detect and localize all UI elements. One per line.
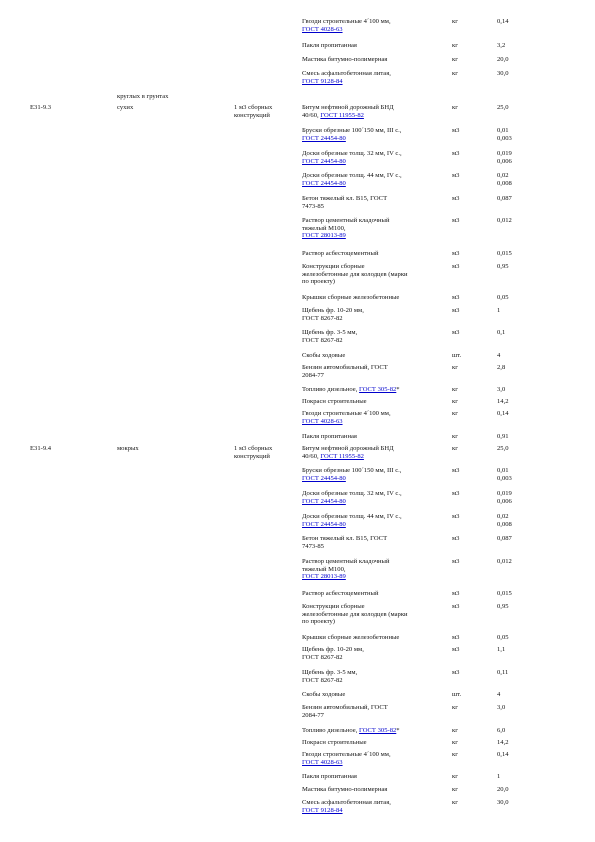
material-name: ГОСТ 8267-82: [302, 653, 343, 661]
material-name: Раствор цементный кладочный: [302, 217, 390, 224]
material-value: 0,02: [497, 172, 509, 179]
material-unit: кг: [452, 42, 458, 49]
material-name: Бруски обрезные 100´150 мм, III с.,: [302, 127, 402, 134]
material-unit: м3: [452, 669, 460, 676]
material-name: ГОСТ 8267-82: [302, 336, 343, 344]
material-name: 40/60,: [302, 111, 321, 119]
material-name: Щебень фр. 3-5 мм,: [302, 669, 358, 676]
material-unit: кг: [452, 56, 458, 63]
material-unit: кг: [452, 104, 458, 111]
material-value: 3,0: [497, 704, 506, 711]
material-name: Пакля пропитанная: [302, 433, 357, 440]
material-value: 0,019: [497, 490, 512, 497]
material-value: 0,14: [497, 410, 509, 417]
material-value: 14,2: [497, 398, 509, 405]
material-value: 4: [497, 352, 501, 359]
material-name: Крышки сборные железобетонные: [302, 634, 400, 641]
material-unit: м3: [452, 490, 460, 497]
material-name: Покрасн строительные: [302, 739, 367, 746]
condition-text: сухих: [117, 104, 134, 111]
material-value: 3,2: [497, 42, 506, 49]
material-value: 4: [497, 691, 501, 698]
material-name: Бензин автомобильный, ГОСТ: [302, 364, 388, 371]
gost-link[interactable]: ГОСТ 4028-63: [302, 758, 343, 766]
material-unit: кг: [452, 799, 458, 806]
material-name: 7473-85: [302, 202, 324, 210]
material-unit: м3: [452, 513, 460, 520]
material-unit: кг: [452, 398, 458, 405]
material-unit: м3: [452, 263, 460, 270]
material-name: Доски обрезные толщ. 44 мм, IV с.,: [302, 172, 402, 179]
material-unit: м3: [452, 217, 460, 224]
material-value: 30,0: [497, 799, 509, 806]
material-name: Покрасн строительные: [302, 398, 367, 405]
material-name: Битум нефтяной дорожный БНД: [302, 445, 394, 452]
material-value: 0,012: [497, 217, 512, 224]
norm-code: Е31-9.4: [30, 445, 52, 452]
material-unit: м3: [452, 250, 460, 257]
material-name: тяжелый М100,: [302, 224, 346, 232]
material-value: 0,14: [497, 18, 509, 25]
material-value: 14,2: [497, 739, 509, 746]
material-name: Крышки сборные железобетонные: [302, 294, 400, 301]
gost-link[interactable]: ГОСТ 24454-80: [302, 134, 346, 142]
material-value: 0,008: [497, 520, 512, 528]
material-value: 0,05: [497, 294, 509, 301]
material-value: 0,1: [497, 329, 506, 336]
norm-code: Е31-9.3: [30, 104, 52, 111]
material-unit: кг: [452, 786, 458, 793]
material-name: Скобы ходовые: [302, 352, 346, 359]
material-unit: м3: [452, 603, 460, 610]
material-unit: м3: [452, 535, 460, 542]
material-value: 0,087: [497, 535, 512, 542]
gost-link[interactable]: ГОСТ 305-82: [359, 727, 397, 734]
material-name: Гвозди строительные 4´100 мм,: [302, 751, 391, 758]
material-value: 25,0: [497, 445, 509, 452]
gost-link[interactable]: ГОСТ 24454-80: [302, 157, 346, 165]
gost-link[interactable]: ГОСТ 24454-80: [302, 520, 346, 528]
material-unit: кг: [452, 386, 458, 393]
material-name: Мастика битумно-полимерная: [302, 786, 388, 793]
material-name: железобетонные для колодцев (марки: [302, 270, 408, 278]
material-name: Топливо дизельное,: [302, 727, 360, 734]
material-value: 1: [497, 307, 501, 314]
gost-link[interactable]: ГОСТ 9128-84: [302, 806, 343, 814]
material-value: 0,14: [497, 751, 509, 758]
material-value: 0,003: [497, 134, 512, 142]
material-value: 0,015: [497, 590, 512, 597]
material-unit: м3: [452, 307, 460, 314]
material-value: 0,019: [497, 150, 512, 157]
material-value: 2,8: [497, 364, 506, 371]
material-name: Мастика битумно-полимерная: [302, 56, 388, 63]
material-value: 0,95: [497, 263, 509, 270]
material-name: тяжелый М100,: [302, 565, 346, 573]
material-name: Гвозди строительные 4´100 мм,: [302, 410, 391, 417]
material-unit: м3: [452, 467, 460, 474]
material-unit: кг: [452, 751, 458, 758]
material-value: 0,015: [497, 250, 512, 257]
material-unit: кг: [452, 445, 458, 452]
material-name: Доски обрезные толщ. 44 мм, IV с.,: [302, 513, 402, 520]
material-name: Пакля пропитанная: [302, 773, 357, 780]
material-name: Скобы ходовые: [302, 691, 346, 698]
material-value: 0,003: [497, 474, 512, 482]
material-value: 1,1: [497, 646, 506, 653]
material-name: ГОСТ 8267-82: [302, 676, 343, 684]
footnote-mark: *: [396, 386, 400, 393]
unit-line: 1 м3 сборных: [234, 445, 273, 452]
unit-line: конструкций: [234, 111, 270, 119]
material-value: 20,0: [497, 56, 509, 63]
gost-link[interactable]: ГОСТ 4028-63: [302, 417, 343, 425]
material-unit: кг: [452, 433, 458, 440]
gost-link[interactable]: ГОСТ 24454-80: [302, 474, 346, 482]
condition-text: мокрых: [117, 445, 139, 452]
material-unit: кг: [452, 70, 458, 77]
material-unit: м3: [452, 294, 460, 301]
unit-line: конструкций: [234, 452, 270, 460]
gost-link[interactable]: ГОСТ 11955-82: [320, 452, 364, 460]
material-value: 0,95: [497, 603, 509, 610]
material-name: Смесь асфальтобетонная литая,: [302, 70, 391, 77]
material-unit: м3: [452, 646, 460, 653]
material-name: Гвозди строительные 4´100 мм,: [302, 18, 391, 25]
material-name: 7473-85: [302, 542, 324, 550]
material-unit: м3: [452, 150, 460, 157]
material-unit: м3: [452, 329, 460, 336]
material-name: Бетон тяжелый кл. В15, ГОСТ: [302, 195, 388, 202]
material-value: 0,02: [497, 513, 509, 520]
material-value: 3,0: [497, 386, 506, 393]
material-value: 0,006: [497, 497, 512, 505]
gost-link[interactable]: ГОСТ 11955-82: [320, 111, 364, 119]
material-unit: м3: [452, 172, 460, 179]
material-name: Конструкции сборные: [302, 263, 365, 270]
material-value: 0,05: [497, 634, 509, 641]
material-unit: кг: [452, 704, 458, 711]
material-value: 1: [497, 773, 501, 780]
material-value: 6,0: [497, 727, 506, 734]
material-unit: м3: [452, 558, 460, 565]
gost-link[interactable]: ГОСТ 24454-80: [302, 497, 346, 505]
material-unit: кг: [452, 410, 458, 417]
gost-link[interactable]: ГОСТ 24454-80: [302, 179, 346, 187]
footnote-mark: *: [396, 727, 400, 734]
material-unit: шт.: [452, 691, 462, 698]
material-unit: кг: [452, 727, 458, 734]
material-unit: шт.: [452, 352, 462, 359]
condition-text: круглых в грунтах: [117, 93, 169, 100]
material-name: 40/60,: [302, 452, 321, 460]
material-name: Бетон тяжелый кл. В15, ГОСТ: [302, 535, 388, 542]
gost-link[interactable]: ГОСТ 28013-89: [302, 232, 346, 240]
material-unit: м3: [452, 127, 460, 134]
material-name: Бензин автомобильный, ГОСТ: [302, 704, 388, 711]
material-name: Щебень фр. 10-20 мм,: [302, 307, 364, 314]
material-value: 20,0: [497, 786, 509, 793]
material-name: Битум нефтяной дорожный БНД: [302, 104, 394, 111]
material-value: 0,006: [497, 157, 512, 165]
material-unit: кг: [452, 18, 458, 25]
material-value: 0,087: [497, 195, 512, 202]
material-name: железобетонные для колодцев (марки: [302, 610, 408, 618]
material-name: Раствор асбестоцементный: [302, 590, 379, 597]
material-unit: кг: [452, 364, 458, 371]
material-value: 0,91: [497, 433, 509, 440]
material-name: по проекту): [302, 618, 336, 626]
material-value: 0,008: [497, 179, 512, 187]
material-name: 2084-77: [302, 711, 324, 719]
material-unit: м3: [452, 634, 460, 641]
material-name: Топливо дизельное,: [302, 386, 360, 393]
material-value: 0,01: [497, 467, 509, 474]
material-name: Щебень фр. 10-20 мм,: [302, 646, 364, 653]
material-name: 2084-77: [302, 371, 324, 379]
material-unit: кг: [452, 773, 458, 780]
material-value: 30,0: [497, 70, 509, 77]
material-name: Щебень фр. 3-5 мм,: [302, 329, 358, 336]
material-name: Бруски обрезные 100´150 мм, III с.,: [302, 467, 402, 474]
gost-link[interactable]: ГОСТ 9128-84: [302, 77, 343, 85]
gost-link[interactable]: ГОСТ 4028-63: [302, 25, 343, 33]
material-unit: м3: [452, 590, 460, 597]
material-value: 0,01: [497, 127, 509, 134]
material-name: ГОСТ 8267-82: [302, 314, 343, 322]
gost-link[interactable]: ГОСТ 305-82: [359, 386, 397, 393]
material-value: 0,11: [497, 669, 509, 676]
unit-line: 1 м3 сборных: [234, 104, 273, 111]
material-name: по проекту): [302, 278, 336, 286]
material-name: Смесь асфальтобетонная литая,: [302, 799, 391, 806]
material-name: Конструкции сборные: [302, 603, 365, 610]
material-name: Раствор цементный кладочный: [302, 558, 390, 565]
material-name: Раствор асбестоцементный: [302, 250, 379, 257]
material-unit: м3: [452, 195, 460, 202]
material-name: Пакля пропитанная: [302, 42, 357, 49]
material-name: Доски обрезные толщ. 32 мм, IV с.,: [302, 150, 402, 157]
material-unit: кг: [452, 739, 458, 746]
material-name: Доски обрезные толщ. 32 мм, IV с.,: [302, 490, 402, 497]
material-value: 25,0: [497, 104, 509, 111]
gost-link[interactable]: ГОСТ 28013-89: [302, 573, 346, 581]
material-value: 0,012: [497, 558, 512, 565]
